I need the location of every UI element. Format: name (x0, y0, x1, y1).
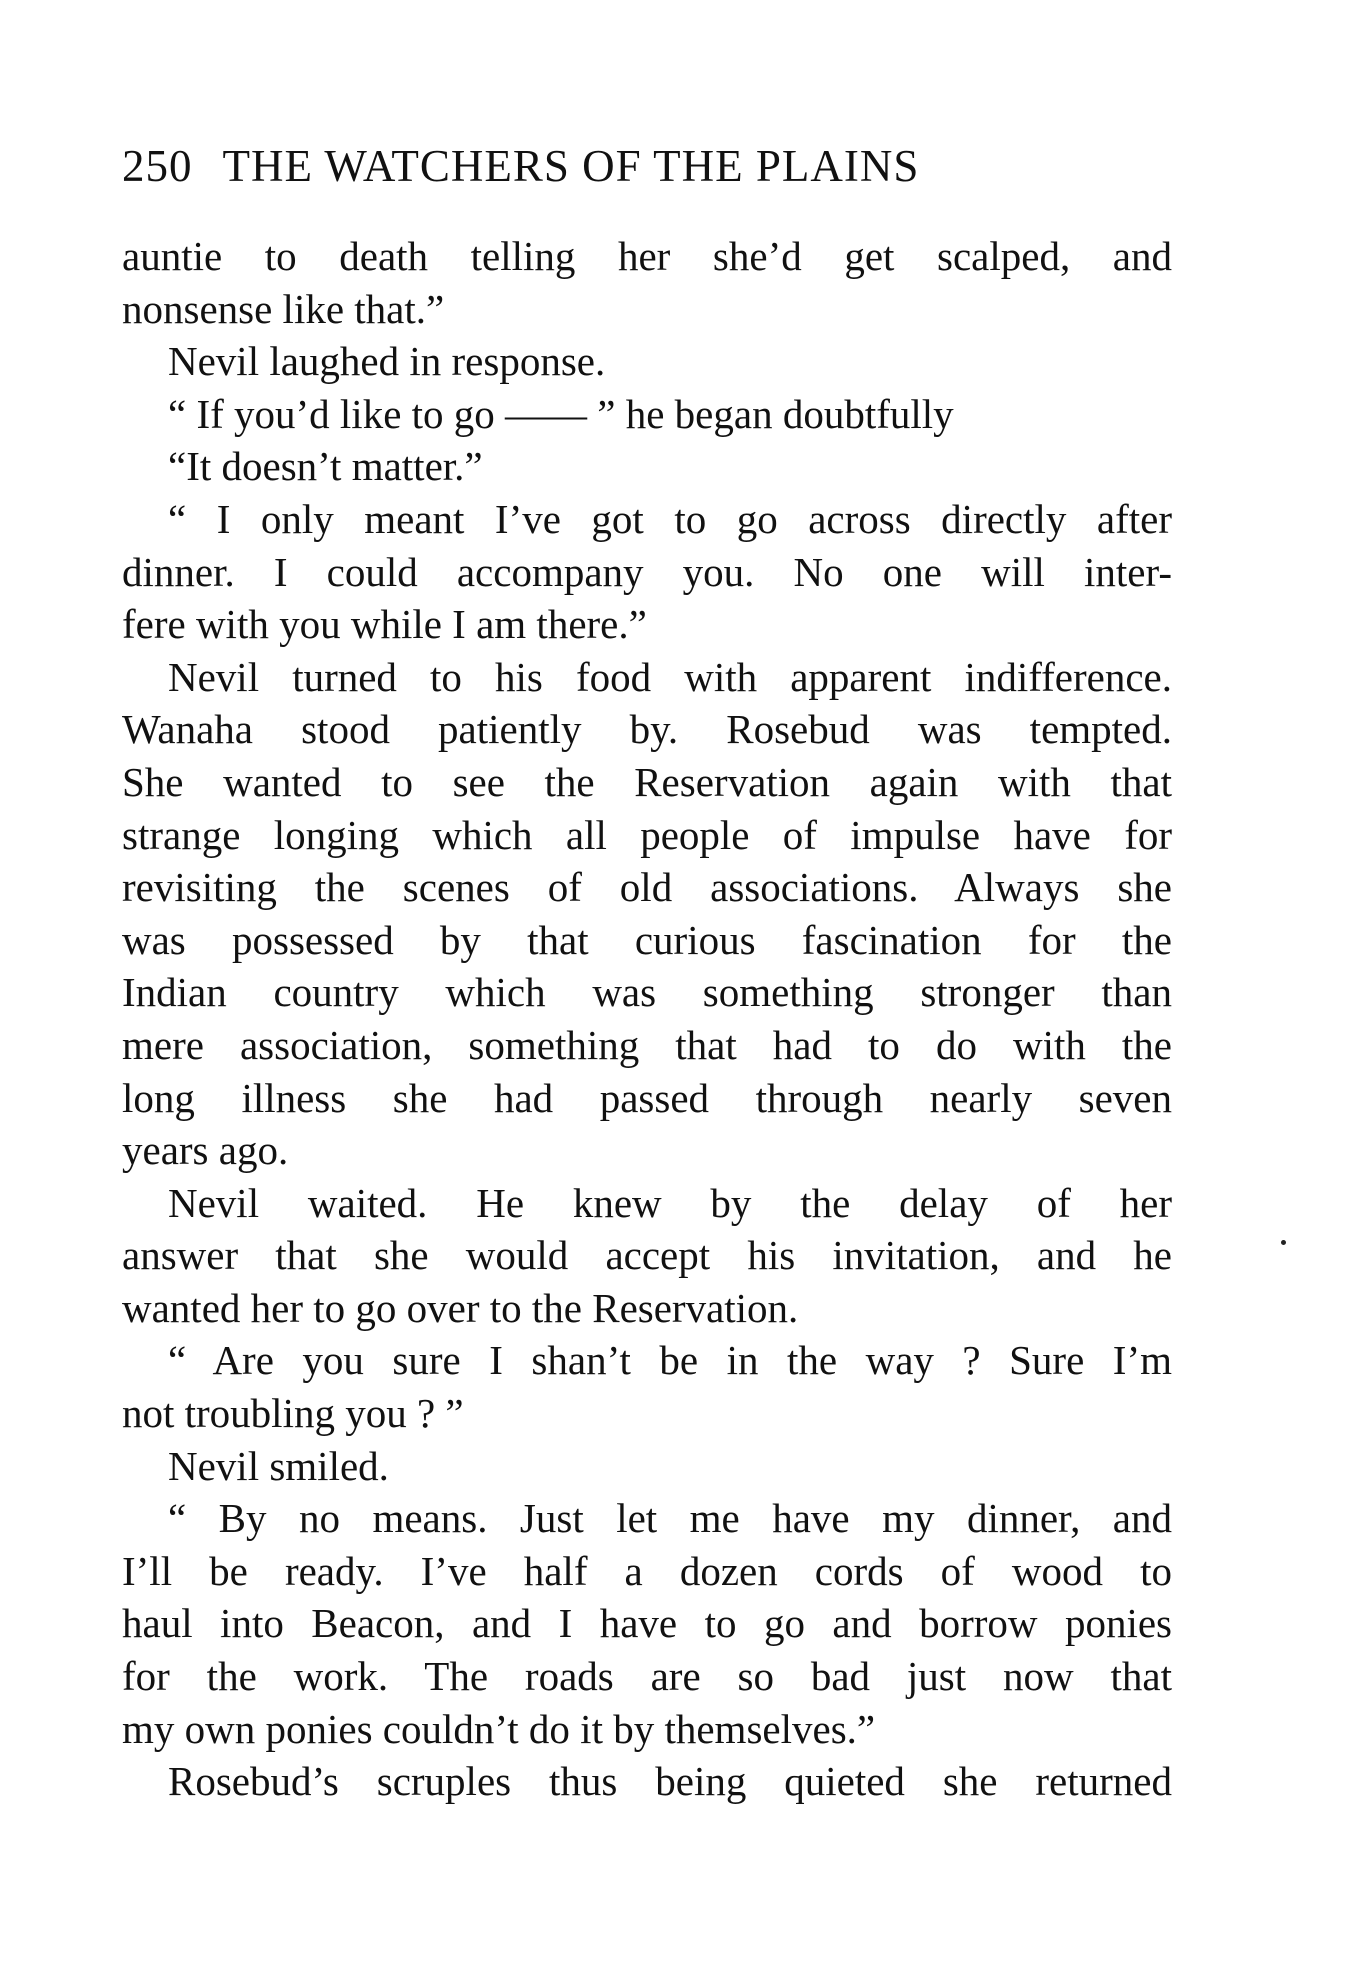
text-line: “It doesn’t matter.” (168, 443, 483, 490)
text-line: She wanted to see the Reservation again with that (122, 758, 1172, 805)
text-line: not troubling you ? ” (122, 1390, 464, 1437)
text-line: “ I only meant I’ve got to go across directly after (168, 495, 1172, 542)
text-line: wanted her to go over to the Reservation. (122, 1284, 799, 1331)
text-line: fere with you while I am there.” (122, 601, 647, 648)
text-line: years ago. (122, 1127, 289, 1174)
text-line: nonsense like that.” (122, 285, 445, 332)
running-title: THE WATCHERS OF THE PLAINS (222, 141, 920, 191)
text-line: Nevil turned to his food with apparent indifference. (168, 653, 1172, 700)
text-line: “ By no means. Just let me have my dinner, and (168, 1495, 1172, 1542)
text-line: Nevil waited. He knew by the delay of her (168, 1179, 1172, 1226)
text-line: long illness she had passed through nearly seven (122, 1074, 1172, 1121)
text-line: dinner. I could accompany you. No one will inter- (122, 548, 1172, 595)
text-line: my own ponies couldn’t do it by themselves.” (122, 1705, 876, 1752)
text-line: answer that she would accept his invitation, and he (122, 1232, 1172, 1279)
text-line: for the work. The roads are so bad just now that (122, 1653, 1172, 1700)
running-header (122, 136, 1172, 196)
text-line: Indian country which was something stronger than (122, 969, 1172, 1016)
text-line: mere association, something that had to do with the (122, 1021, 1172, 1068)
text-line: was possessed by that curious fascination for the (122, 916, 1172, 963)
printing-speck (1281, 1240, 1286, 1245)
text-line: “ If you’d like to go —— ” he began doubtfully (168, 390, 954, 437)
text-line: haul into Beacon, and I have to go and borrow ponies (122, 1600, 1172, 1647)
page-number: 250 (122, 141, 193, 191)
text-line: Rosebud’s scruples thus being quieted she returned (168, 1758, 1172, 1805)
text-line: Nevil smiled. (168, 1442, 389, 1489)
text-line: strange longing which all people of impulse have for (122, 811, 1172, 858)
body-text (122, 230, 1172, 1808)
text-line: Nevil laughed in response. (168, 338, 606, 385)
text-line: I’ll be ready. I’ve half a dozen cords of wood to (122, 1547, 1172, 1594)
text-line: auntie to death telling her she’d get scalped, and (122, 233, 1172, 279)
text-line: Wanaha stood patiently by. Rosebud was tempted. (122, 706, 1172, 753)
text-line: revisiting the scenes of old associations. Always she (122, 864, 1172, 911)
text-line: “ Are you sure I shan’t be in the way ? Sure I’m (168, 1337, 1172, 1384)
